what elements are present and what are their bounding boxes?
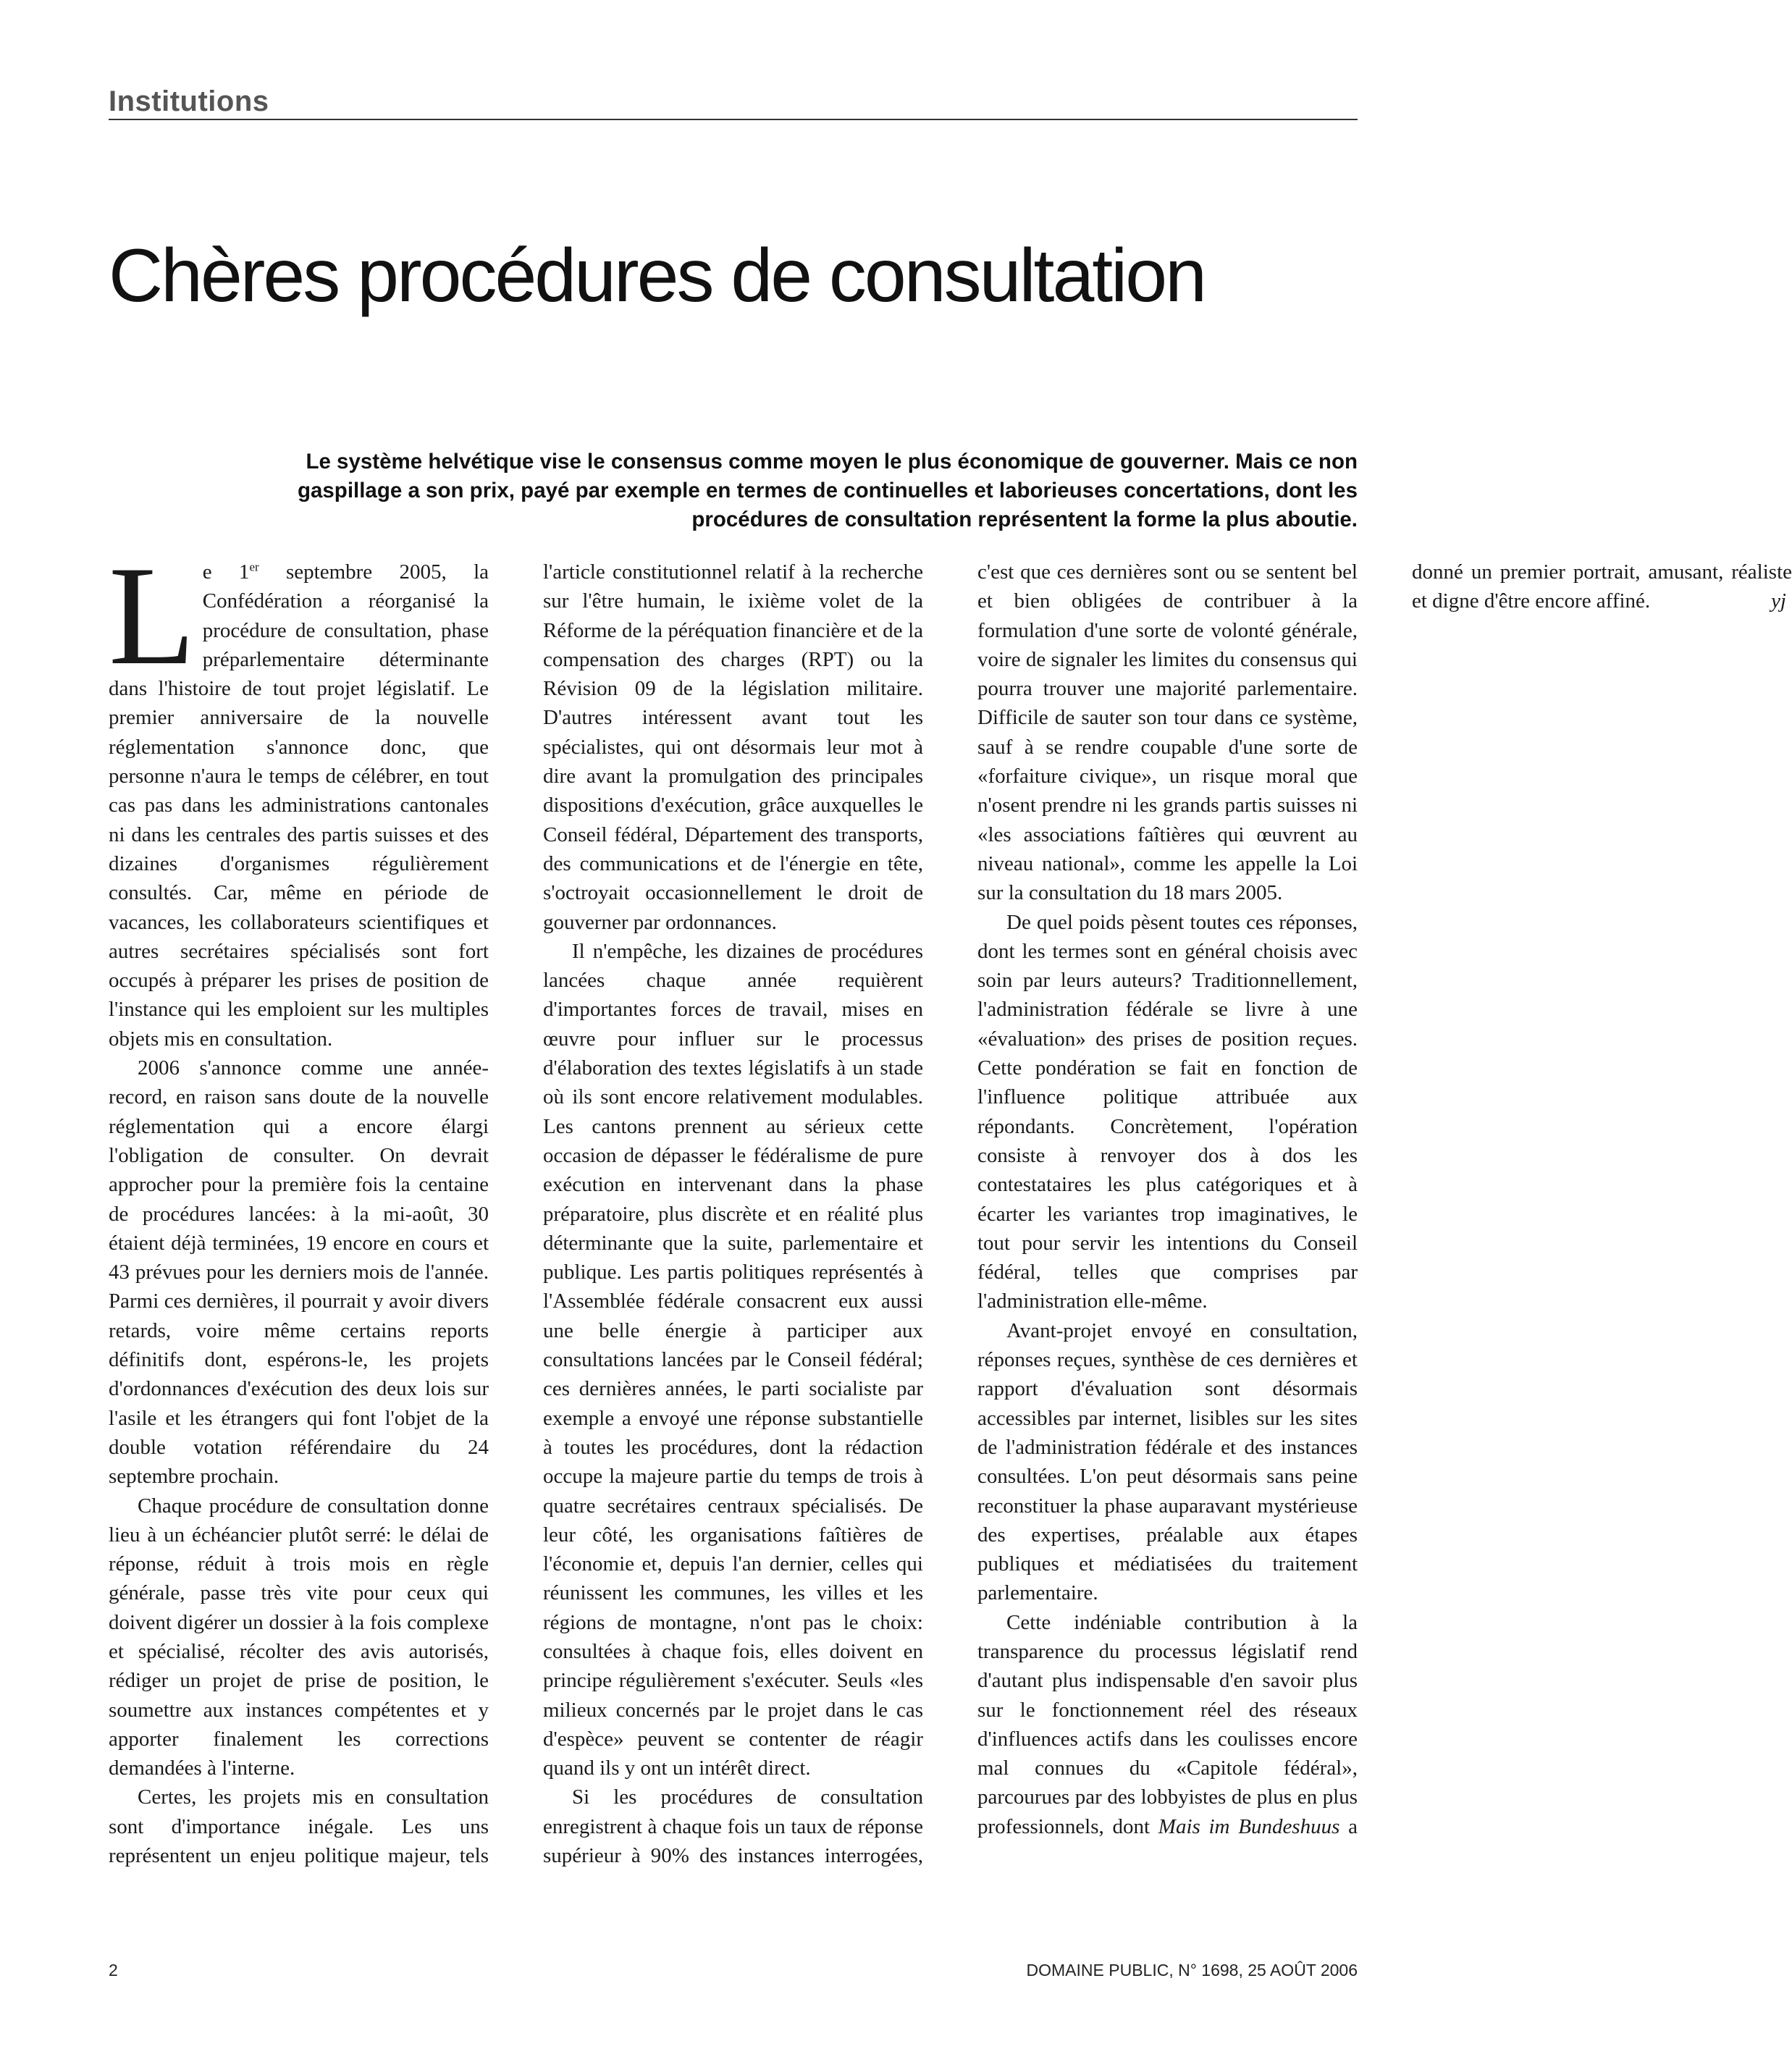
header-rule: [109, 119, 1358, 120]
paragraph-2: 2006 s'annonce comme une année-record, en raison sans doute de la nouvelle réglementation qui a encore élargi l'obligation de consulter. On devrait approcher pour la première fois la centaine de procédures lancées: à la mi-août, 30 étaient déjà terminées, 19 encore en cours et 43 prévues pour les derniers mois de l'année. Parmi ces dernières, il pourrait y avoir divers retards, voire même certains reports définitifs dont, espérons-le, les projets d'ordonnances d'exécution des deux lois sur l'asile et les étrangers qui font l'objet de la double votation référendaire du 24 septembre prochain.: [109, 1056, 489, 1489]
paragraph-4: Certes, les projets mis en consultation sont d'importance inégale. Les uns représentent un enjeu politique majeur, tels l'article constitutionnel relatif à la recherche sur l'être humain, le ixième volet de la Réforme de la péréquation financière et de la compensation des charges (RPT) ou la Révision 09 de la législation militaire. D'autres intéressent avant tout les spécialistes, qui ont désormais leur mot à dire avant la promulgation des principales dispositions d'exécution, grâce auxquelles le Conseil fédéral, Département des transports, des communications et de l'énergie en tête, s'octroyait occasionnellement le droit de gouverner par ordonnances.: [109, 560, 923, 1868]
section-label: Institutions: [109, 85, 269, 117]
paragraph-7: De quel poids pèsent toutes ces réponses, dont les termes sont en général choisis avec soin par leurs auteurs? Traditionnellement, l'administration fédérale se livre à une «évaluation» des prises de position reçues. Cette pondération se fait en fonction de l'influence politique attribuée aux répondants. Concrètement, l'opération consiste à renvoyer dos à dos les contestataires les plus catégoriques et à écarter les variantes trop imaginatives, le tout pour servir les intentions du Conseil fédéral, telles que comprises par l'administration elle-même.: [977, 910, 1358, 1313]
paragraph-1: Le 1er septembre 2005, la Confédération a réorganisé la procédure de consultation, phase préparlementaire déterminante dans l'histoire de tout projet législatif. Le premier anniversaire de la nouvelle réglementation s'annonce donc, que personne n'aura le temps de célébrer, en tout cas pas dans les administrations cantonales ni dans les centrales des partis suisses et des dizaines d'organismes régulièrement consultés. Car, même en période de vacances, les collaborateurs scientifiques et autres secrétaires spécialisés sont fort occupés à préparer les prises de position de l'instance qui les emploient sur les multiples objets mis en consultation.: [109, 537, 489, 1051]
paragraph-3: Chaque procédure de consultation donne lieu à un échéancier plutôt serré: le délai de réponse, réduit à trois mois en règle générale, passe très vite pour ceux qui doivent digérer un dossier à la fois complexe et spécialisé, récolter des avis autorisés, rédiger un projet de prise de position, le soumettre aux instances compétentes et y apporter finalement les corrections demandées à l'interne.: [109, 1494, 489, 1780]
article-title: Chères procédures de consultation: [109, 234, 1205, 318]
paragraph-5: Il n'empêche, les dizaines de procédures lancées chaque année requièrent d'importantes forces de travail, mises en œuvre pour influer sur le processus d'élaboration des textes législatifs à un stade où ils sont encore relativement modulables. Les cantons prennent au sérieux cette occasion de dépasser le fédéralisme de pure exécution en intervenant dans la phase préparatoire, plus discrète et en réalité plus déterminante que la suite, parlementaire et publique. Les partis politiques représentés à l'Assemblée fédérale consacrent eux aussi une belle énergie à participer aux consultations lancées par le Conseil fédéral; ces dernières années, le parti socialiste par exemple a envoyé une réponse substantielle à toutes les procédures, dont la rédaction occupe la majeure partie du temps de trois à quatre secrétaires centraux spécialisés. De leur côté, les organisations faîtières de l'économie et, depuis l'an dernier, celles qui réunissent les communes, les villes et les régions de montagne, n'ont pas le choix: consultées à chaque fois, elles doivent en principe régulièrement s'exécuter. Seuls «les milieux concernés par le projet dans le cas d'espèce» peuvent se contenter de réagir quand ils y ont un intérêt direct.: [543, 939, 923, 1780]
article-body: [109, 537, 1792, 1897]
paragraph-8: Avant-projet envoyé en consultation, réponses reçues, synthèse de ces dernières et rapport d'évaluation sont désormais accessibles par internet, lisibles sur les sites de l'administration fédérale et des instances consultées. L'on peut désormais sans peine reconstituer la phase auparavant mystérieuse des expertises, préalable aux étapes publiques et médiatisées du traitement parlementaire.: [977, 1318, 1358, 1605]
paragraph-9: Cette indéniable contribution à la transparence du processus législatif rend d'autant plus indispensable d'en savoir plus sur le fonctionnement réel des réseaux d'influences actifs dans les coulisses encore mal connues du «Capitole fédéral», parcourues par des lobbyistes de plus en plus professionnels, dont Mais im Bundeshuus a donné un premier portrait, amusant, réaliste et digne d'être encore affiné. yj: [977, 560, 1792, 1838]
page-number: 2: [109, 1961, 118, 1979]
paragraph-6: Si les procédures de consultation enregistrent à chaque fois un taux de réponse supérieur à 90% des instances interrogées, c'est que ces dernières sont ou se sentent bel et bien obligées de contribuer à la formulation d'une sorte de volonté générale, voire de signaler les limites du consensus qui pourra trouver une majorité parlementaire. Difficile de sauter son tour dans ce système, sauf à se rendre coupable d'une sorte de «forfaiture civique», un risque moral que n'osent prendre ni les grands partis suisses ni «les associations faîtières qui œuvrent au niveau national», comme les appelle la Loi sur la consultation du 18 mars 2005.: [543, 560, 1358, 1868]
publication-title: Mais im Bundeshuus: [1158, 1814, 1340, 1838]
publication-info: DOMAINE PUBLIC, N° 1698, 25 AOÛT 2006: [1026, 1961, 1358, 1979]
article-lead: Le système helvétique vise le consensus comme moyen le plus économique de gouverner. Mais ce non gaspillage a son prix, payé par exemple en termes de continuelles et laborieuses concertations, dont les procédures de consultation représentent la forme la plus aboutie.: [297, 450, 1358, 531]
author-signature: yj: [1771, 589, 1786, 613]
drop-cap: L: [109, 537, 195, 694]
